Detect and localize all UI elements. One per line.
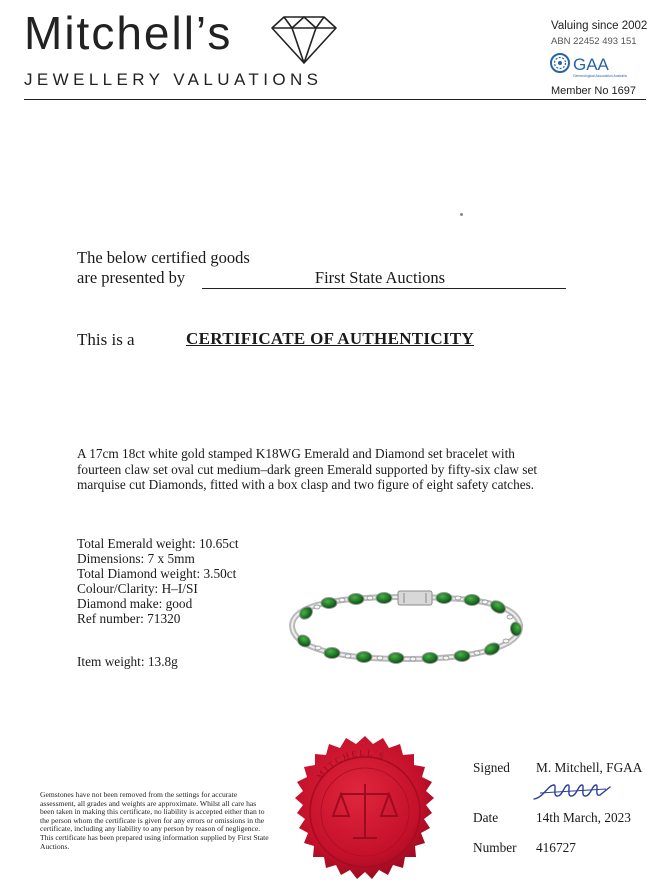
gaa-text: GAA <box>573 55 609 74</box>
abn-number: ABN 22452 493 151 <box>551 36 637 47</box>
item-weight: Item weight: 13.8g <box>77 654 178 669</box>
bracelet-photo <box>284 585 528 671</box>
scan-speck <box>460 213 463 216</box>
intro-line-1: The below certified goods <box>77 248 250 267</box>
spec-emerald-weight: Total Emerald weight: 10.65ct <box>77 536 239 551</box>
seal-text: MITCHELL'S <box>314 747 387 782</box>
spec-diamond-weight: Total Diamond weight: 3.50ct <box>77 566 237 581</box>
brand-name: Mitchell’s <box>24 7 233 59</box>
wax-seal <box>283 726 447 887</box>
certificate-prefix: This is a <box>77 330 135 349</box>
signature-image <box>530 779 614 805</box>
header-divider <box>24 99 646 100</box>
intro-line-2: are presented by <box>77 268 186 287</box>
number-label: Number <box>473 840 517 855</box>
item-description: A 17cm 18ct white gold stamped K18WG Emerald and Diamond set bracelet with fourteen claw set oval cut medium–dark green Emerald supported by fifty-six claw set marquise cut Diamonds, fitted with a box clasp and two figure of eight safety catches. <box>77 446 538 492</box>
certificate-title: CERTIFICATE OF AUTHENTICITY <box>186 329 475 348</box>
gaa-subtext: Gemmological Association Australia <box>573 74 627 78</box>
gaa-logo <box>549 52 647 78</box>
member-number: Member No 1697 <box>551 85 636 97</box>
presenter-name: First State Auctions <box>314 268 446 287</box>
spec-colour-clarity: Colour/Clarity: H–I/SI <box>77 581 198 596</box>
signed-value: M. Mitchell, FGAA <box>536 760 643 775</box>
diamond-logo-icon <box>268 14 340 66</box>
date-value: 14th March, 2023 <box>536 810 631 825</box>
spec-ref-number: Ref number: 71320 <box>77 611 181 626</box>
spec-dimensions: Dimensions: 7 x 5mm <box>77 551 195 566</box>
spec-diamond-make: Diamond make: good <box>77 596 193 611</box>
disclaimer-text: Gemstones have not been removed from the settings for accurate assessment, all grades and weights are approximate. Whilst all care has been taken in making this certificate, no liability is accepted either than to the person whom the certificate is given for any errors or omissions in the certificate, including any liability to any person by reason of negligence. This certificate has been prepared using information supplied by First State Auctions. <box>40 790 269 851</box>
presenter-field <box>202 268 566 289</box>
spec-list <box>77 536 239 626</box>
valuing-since: Valuing since 2002 <box>551 20 648 32</box>
signed-label: Signed <box>473 760 510 775</box>
date-label: Date <box>473 810 499 825</box>
brand-subtitle: JEWELLERY VALUATIONS <box>24 70 323 89</box>
number-value: 416727 <box>536 840 576 855</box>
